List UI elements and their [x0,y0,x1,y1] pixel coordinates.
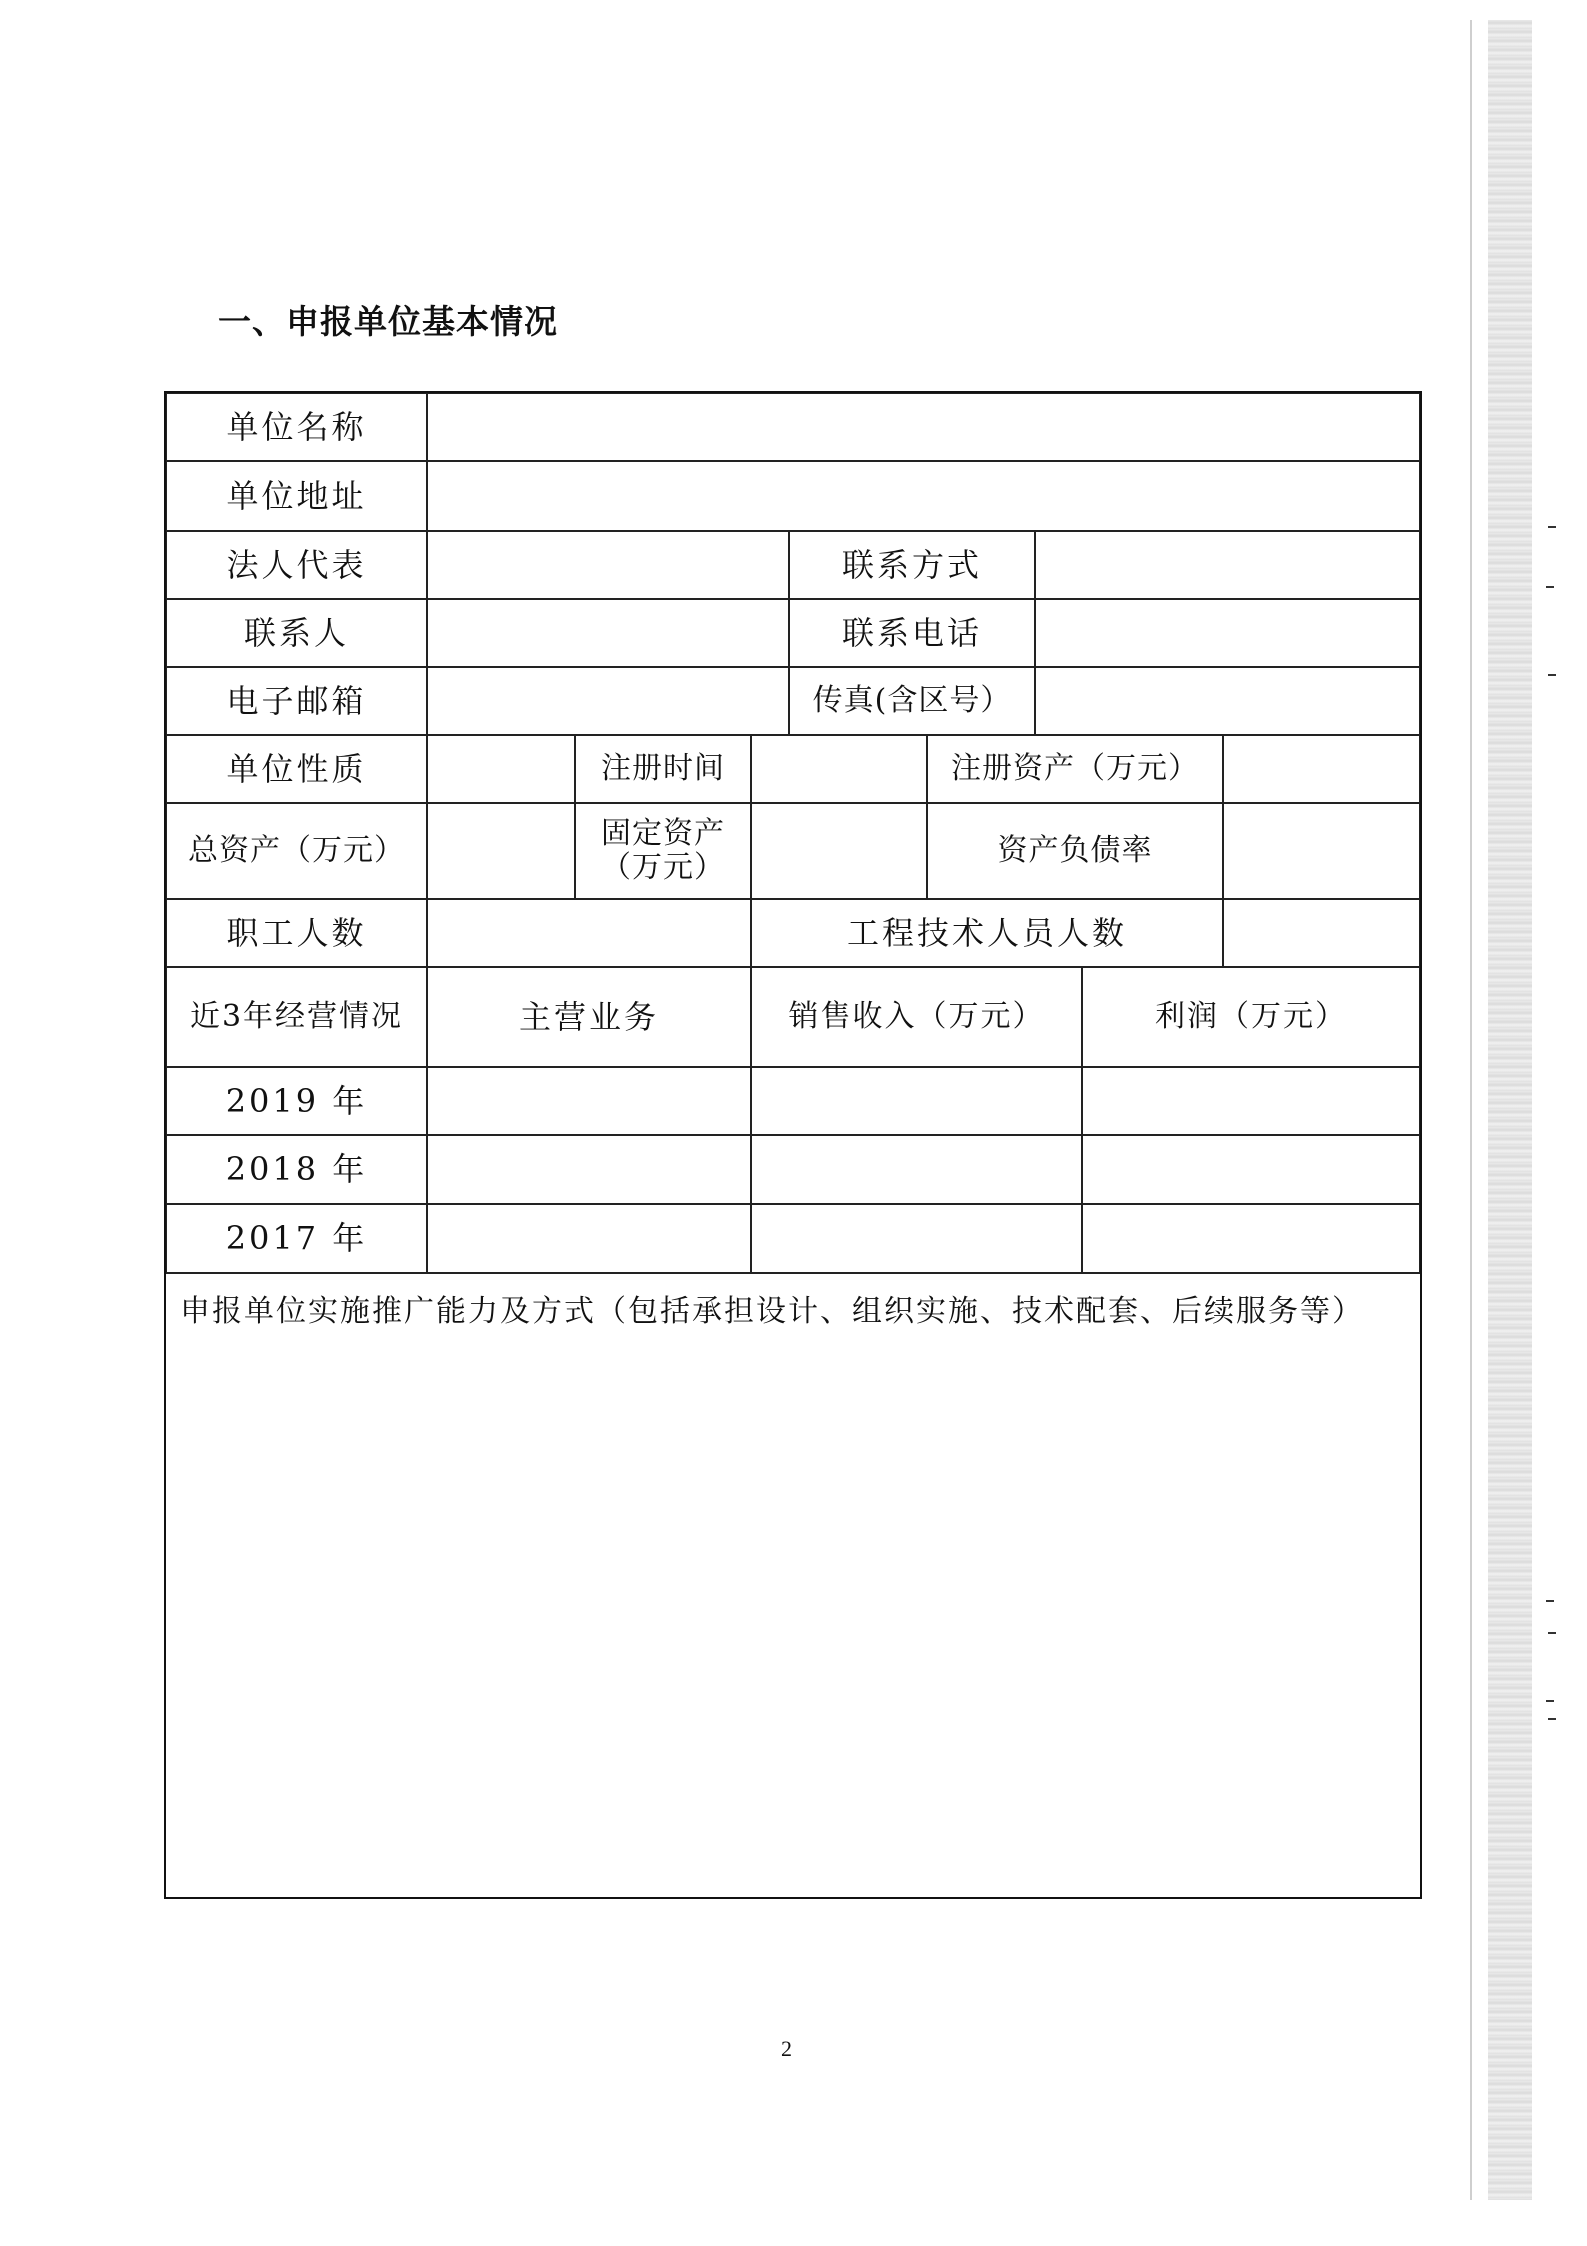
unit-address-field[interactable] [427,461,1420,531]
scan-mark [1546,586,1554,588]
scan-mark [1546,1600,1554,1602]
recent-3-years-label: 近3年经营情况 [166,967,427,1067]
sales-income-header: 销售收入（万元） [751,967,1082,1067]
year-sales-income-cell[interactable] [751,1204,1082,1273]
contact-phone-label: 联系电话 [789,599,1035,667]
total-assets-field[interactable] [427,803,575,899]
reg-capital-field[interactable] [1223,735,1420,803]
year-main-business-cell[interactable] [427,1204,751,1273]
year-profit-cell[interactable] [1082,1204,1420,1273]
scan-mark [1548,526,1556,528]
unit-address-label: 单位地址 [166,461,427,531]
fax-label: 传真(含区号） [789,667,1035,735]
unit-name-field[interactable] [427,393,1420,461]
fixed-assets-field[interactable] [751,803,927,899]
year-profit-cell[interactable] [1082,1067,1420,1135]
contact-phone-field[interactable] [1035,599,1420,667]
tech-staff-count-field[interactable] [1223,899,1420,967]
email-label: 电子邮箱 [166,667,427,735]
scan-mark [1548,674,1556,676]
contact-person-field[interactable] [427,599,789,667]
page-number: 2 [781,2036,792,2061]
year-sales-income-cell[interactable] [751,1067,1082,1135]
year-main-business-cell[interactable] [427,1067,751,1135]
year-profit-cell[interactable] [1082,1135,1420,1204]
tech-staff-count-label: 工程技术人员人数 [751,899,1223,967]
reg-time-field[interactable] [751,735,927,803]
reg-capital-label: 注册资产（万元） [927,735,1223,803]
unit-nature-field[interactable] [427,735,575,803]
debt-ratio-label: 资产负债率 [927,803,1223,899]
scan-mark [1546,1700,1554,1702]
staff-count-field[interactable] [427,899,751,967]
year-row-label: 2019 年 [166,1067,427,1135]
scan-edge-noise [1488,20,1532,2200]
scan-mark [1548,1718,1556,1720]
application-form-table [164,391,1422,1899]
debt-ratio-field[interactable] [1223,803,1420,899]
legal-rep-field[interactable] [427,531,789,599]
fixed-assets-label: 固定资产（万元） [575,803,751,899]
contact-method-label: 联系方式 [789,531,1035,599]
total-assets-label: 总资产（万元） [166,803,427,899]
year-sales-income-cell[interactable] [751,1135,1082,1204]
promotion-capability-section[interactable] [166,1273,1420,1899]
unit-name-label: 单位名称 [166,393,427,461]
reg-time-label: 注册时间 [575,735,751,803]
fax-field[interactable] [1035,667,1420,735]
email-field[interactable] [427,667,789,735]
section-heading: 一、申报单位基本情况 [218,302,558,341]
year-row-label: 2018 年 [166,1135,427,1204]
scan-mark [1548,1632,1556,1634]
main-business-header: 主营业务 [427,967,751,1067]
scan-edge-line [1470,20,1472,2200]
contact-method-field[interactable] [1035,531,1420,599]
staff-count-label: 职工人数 [166,899,427,967]
unit-nature-label: 单位性质 [166,735,427,803]
contact-person-label: 联系人 [166,599,427,667]
year-row-label: 2017 年 [166,1204,427,1273]
year-main-business-cell[interactable] [427,1135,751,1204]
profit-header: 利润（万元） [1082,967,1420,1067]
legal-rep-label: 法人代表 [166,531,427,599]
promotion-capability-label: 申报单位实施推广能力及方式（包括承担设计、组织实施、技术配套、后续服务等） [180,1294,1364,1329]
